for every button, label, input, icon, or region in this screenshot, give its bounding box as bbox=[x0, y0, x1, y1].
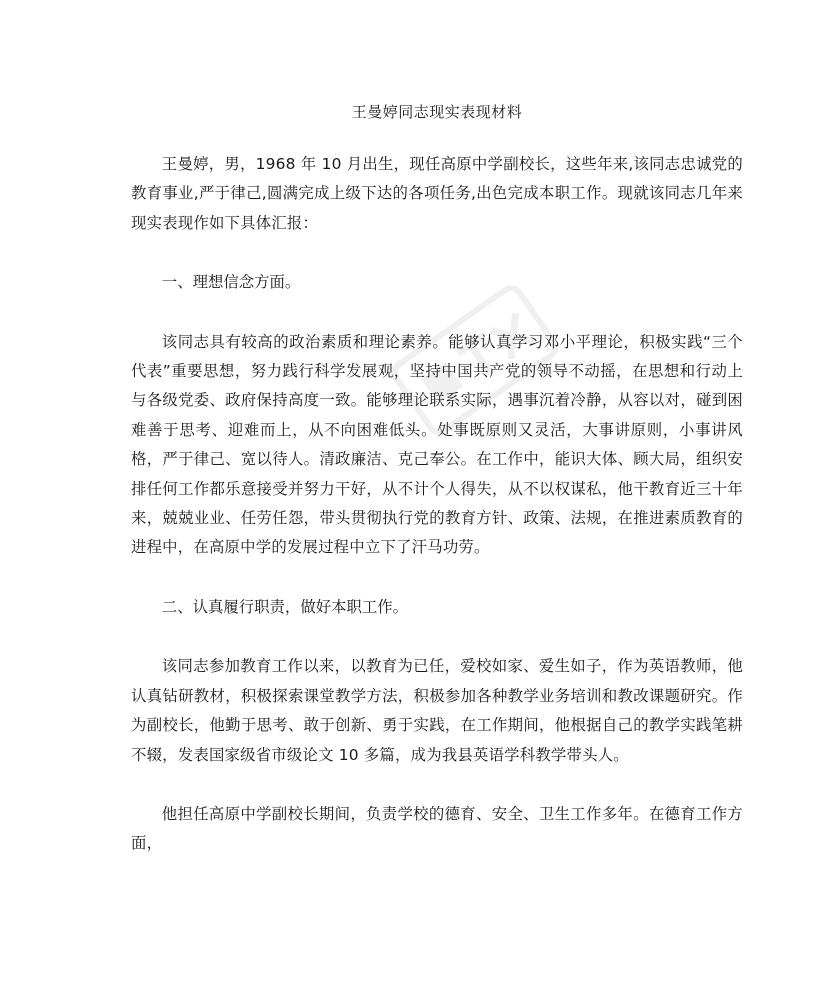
section-heading-ideals: 一、理想信念方面。 bbox=[161, 273, 301, 292]
document-title: 王曼婷同志现实表现材料 bbox=[351, 103, 523, 121]
intro-paragraph: 王曼婷，男，1968 年 10 月出生，现任高原中学副校长，这些年来,该同志忠诚党的教育事业,严于律己,圆满完成上级下达的各项任务,出色完成本职工作。现就该同志几年来现实表现作如下具体汇报： bbox=[131, 155, 743, 232]
duties-paragraph: 该同志参加教育工作以来，以教育为已任，爱校如家、爱生如子，作为英语教师，他认真钻研教材，积极探索课堂教学方法，积极参加各种教学业务培训和教改课题研究。作为副校长，他勤于思考、敢于创新、勇于实践，在工作期间，他根据自己的教学实践笔耕不辍，发表国家级省市级论文 10 多篇，成为我县英语学科教学带头人。 bbox=[131, 657, 743, 764]
section-heading-duties: 二、认真履行职责，做好本职工作。 bbox=[161, 597, 409, 616]
document-body bbox=[131, 100, 743, 889]
ideals-paragraph: 该同志具有较高的政治素质和理论素养。能够认真学习邓小平理论，积极实践“三个代表”重要思想，努力践行科学发展观，坚持中国共产党的领导不动摇，在思想和行动上与各级党委、政府保持高度一致。能够理论联系实际，遇事沉着冷静，从容以对，碰到困难善于思考、迎难而上，从不向困难低头。处事既原则又灵活，大事讲原则，小事讲风格，严于律己、宽以待人。清政廉洁、克己奉公。在工作中，能识大体、顾大局，组织安排任何工作都乐意接受并努力干好，从不计个人得失，从不以权谋私，他干教育近三十年来，兢兢业业、任劳任怨，带头贯彻执行党的教育方针、政策、法规，在推进素质教育的进程中，在高原中学的发展过程中立下了汗马功劳。 bbox=[131, 332, 743, 557]
moral-education-paragraph: 他担任高原中学副校长期间，负责学校的德育、安全、卫生工作多年。在德育工作方面， bbox=[131, 804, 743, 853]
